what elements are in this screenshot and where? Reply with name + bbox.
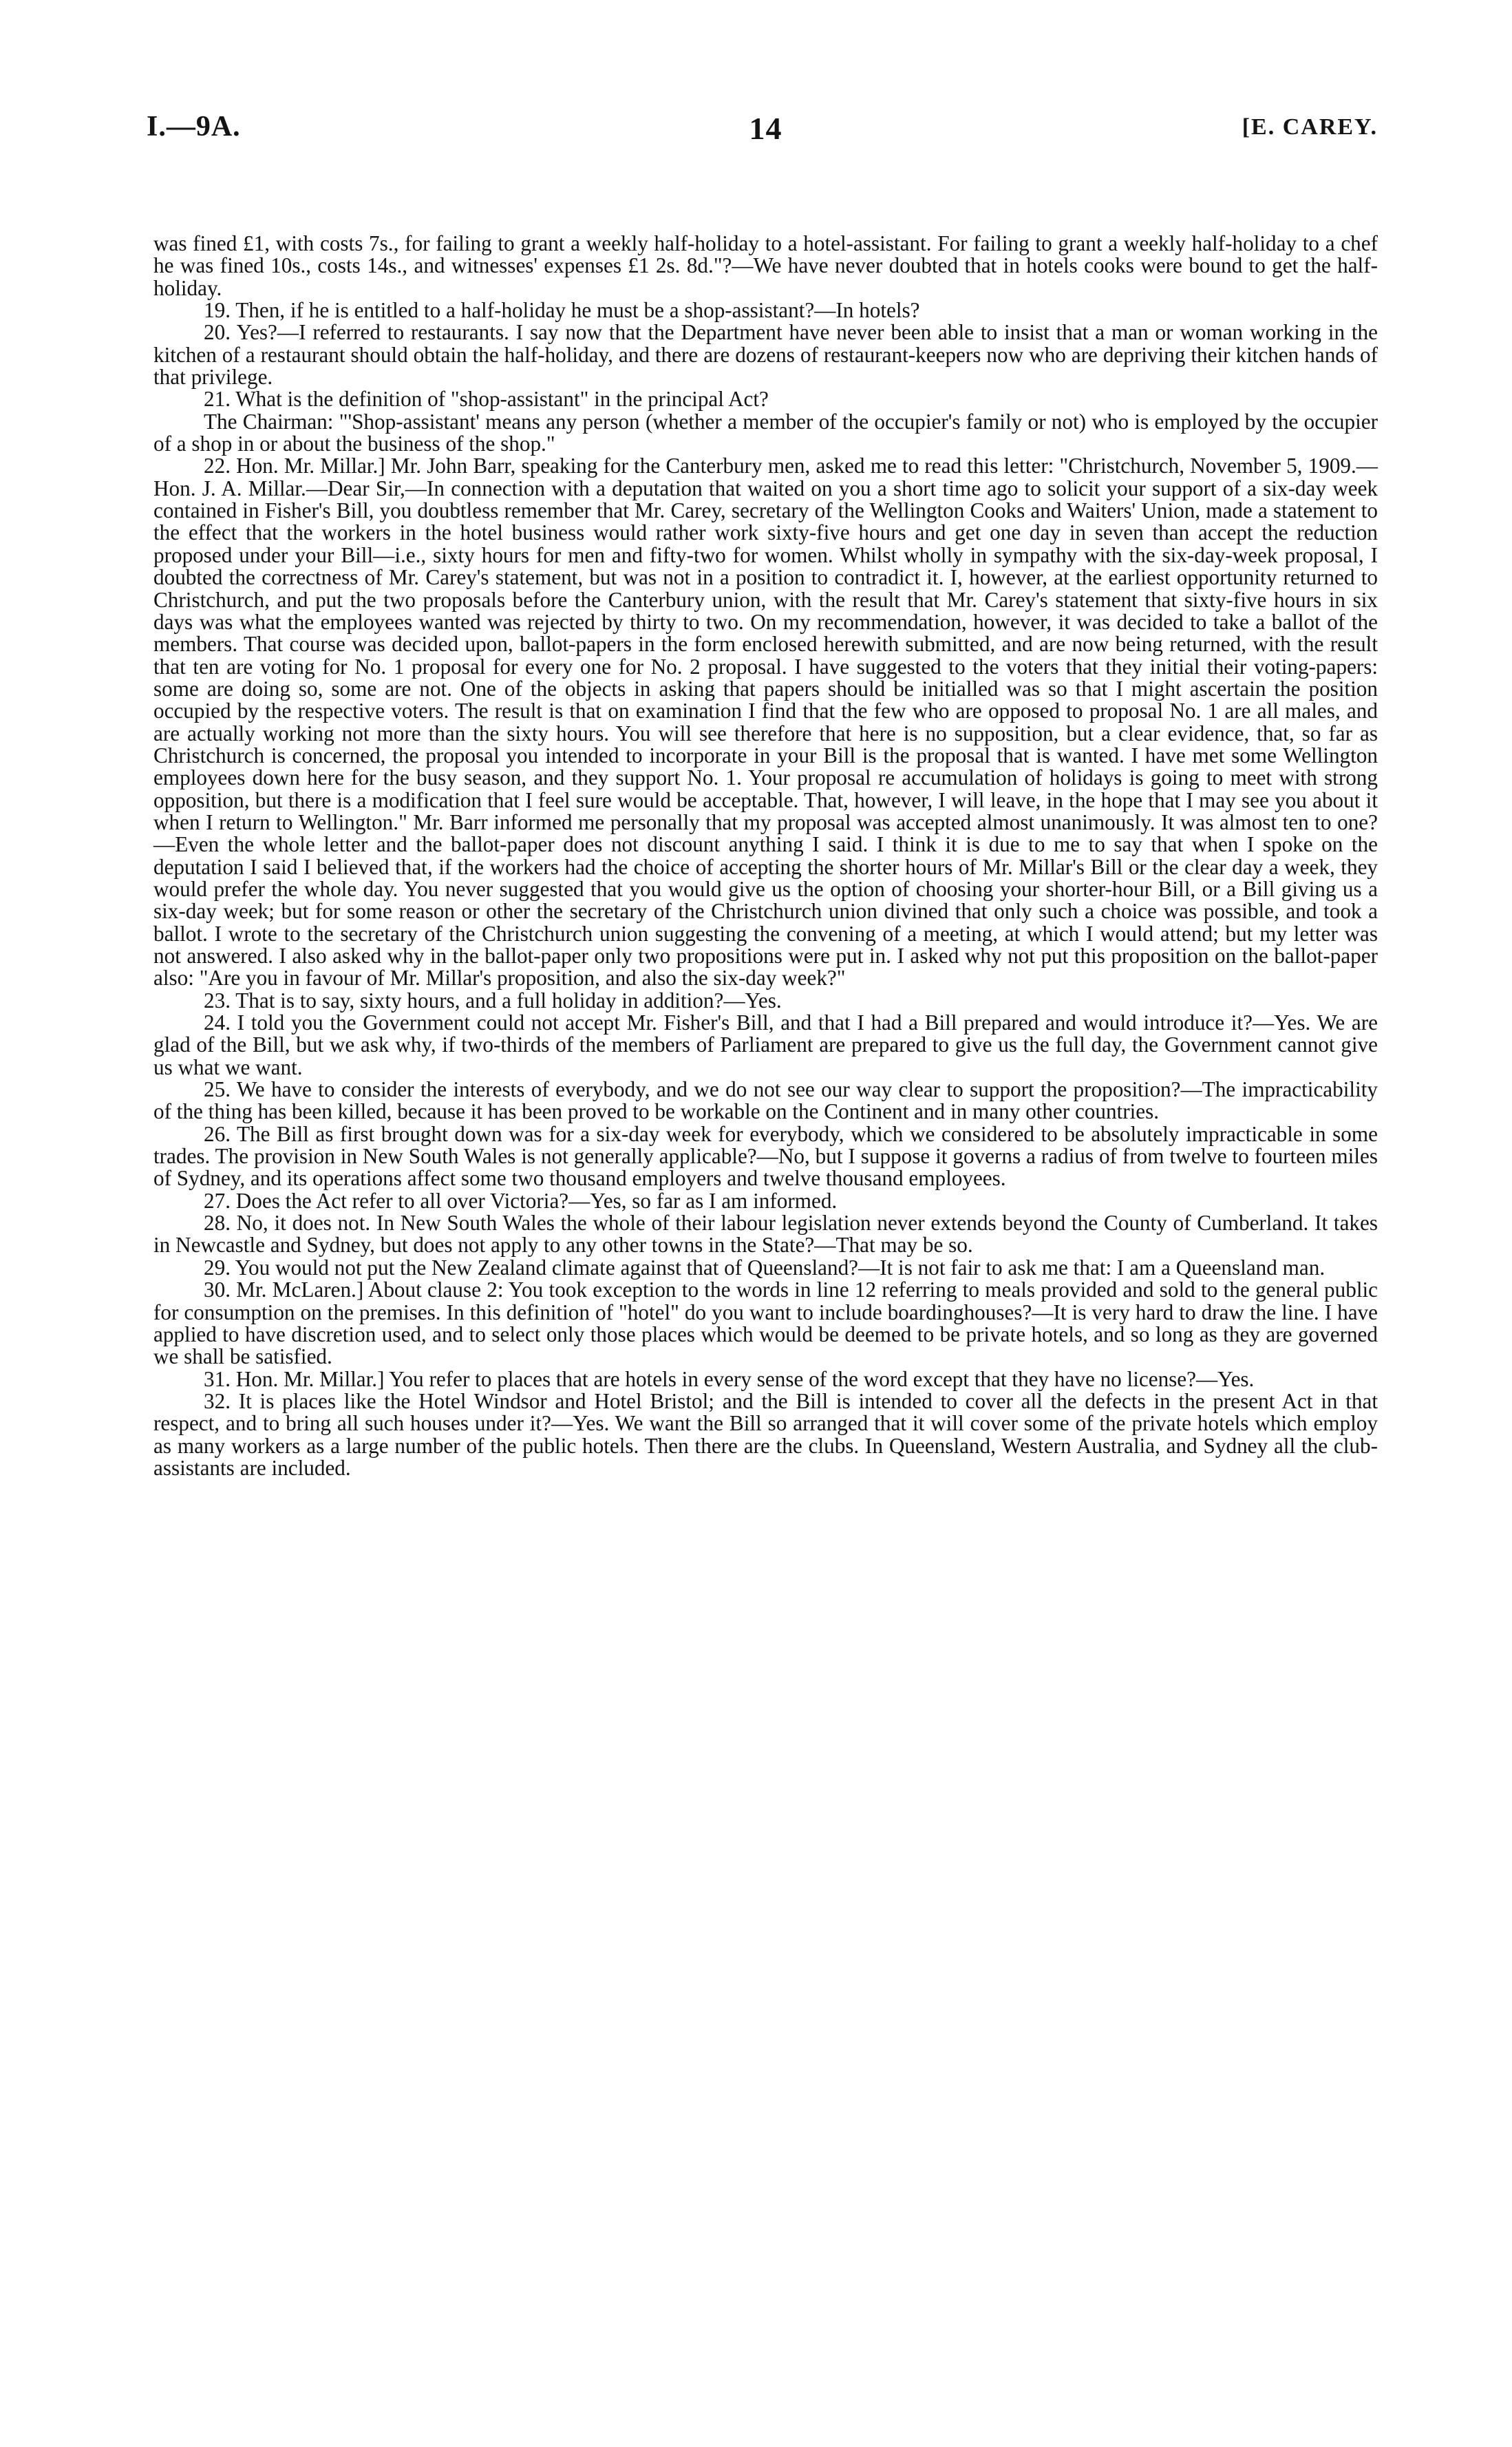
paragraph-chairman: The Chairman: "'Shop-assistant' means any person (whether a member of the occupier's family or not) who is employed by the occupier of a shop in or about the business of the shop." [153,409,1378,456]
paragraph-q23: 23. That is to say, sixty hours, and a full holiday in addition?—Yes. [204,988,782,1013]
paragraph-continuation: was fined £1, with costs 7s., for failing to grant a weekly half-holiday to a hotel-assistant. For failing to grant a weekly half-holiday to a chef he was fined 10s., costs 14s., and witnesses' expenses £1 2s. 8d."?—We have never doubted that in hotels cooks were bound to get the half-holiday. [153,231,1378,300]
paragraph-q30: 30. Mr. McLaren.] About clause 2: You took exception to the words in line 12 referring to meals provided and sold to the general public for consumption on the premises. In this definition of "hotel" do you want to include boardinghouses?—It is very hard to draw the line. I have applied to have discretion used, and to select only those places which would be deemed to be private hotels, and so long as they are governed we shall be satisfied. [153,1278,1378,1369]
paragraph-q26: 26. The Bill as first brought down was for a six-day week for everybody, which we considered to be absolutely impracticable in some trades. The provision in New South Wales is not generally applicable?—No, but I suppose it governs a radius of from twelve to fourteen miles of Sydney, and its operations affect some two thousand employers and twelve thousand employees. [153,1121,1378,1191]
paragraph-q24: 24. I told you the Government could not accept Mr. Fisher's Bill, and that I had a Bill prepared and would introduce it?—Yes. We are glad of the Bill, but we ask why, if two-thirds of the members of Parliament are prepared to give us the full day, the Government cannot give us what we want. [153,1010,1378,1079]
document-reference: I.—9A. [147,111,241,142]
paragraph-q31: 31. Hon. Mr. Millar.] You refer to places that are hotels in every sense of the word except that they have no license?—Yes. [204,1366,1255,1391]
page-number: 14 [749,111,782,146]
paragraph-q27: 27. Does the Act refer to all over Victoria?—Yes, so far as I am informed. [204,1188,838,1213]
page-header [147,110,1378,151]
paragraph-q29: 29. You would not put the New Zealand climate against that of Queensland?—It is not fair to ask me that: I am a Queensland man. [204,1255,1325,1280]
paragraph-q19: 19. Then, if he is entitled to a half-holiday he must be a shop-assistant?—In hotels? [204,298,920,323]
paragraph-q32: 32. It is places like the Hotel Windsor and Hotel Bristol; and the Bill is intended to cover all the defects in the present Act in that respect, and to bring all such houses under it?—Yes. We want the Bill so arranged that it will cover some of the private hotels which employ as many workers as a large number of the public hotels. Then there are the clubs. In Queensland, Western Australia, and Sydney all the club-assistants are included. [153,1388,1378,1480]
paragraph-q22: 22. Hon. Mr. Millar.] Mr. John Barr, speaking for the Canterbury men, asked me to read this letter: "Christchurch, November 5, 1909.—Hon. J. A. Millar.—Dear Sir,—In connection with a deputation that waited on you a short time ago to solicit your support of a six-day week contained in Fisher's Bill, you doubtless remember that Mr. Carey, secretary of the Wellington Cooks and Waiters' Union, made a statement to the effect that the workers in the hotel business would rather work sixty-five hours and get one day in seven than accept the reduction proposed under your Bill—i.e., sixty hours for men and fifty-two for women. Whilst wholly in sympathy with the six-day-week proposal, I doubted the correctness of Mr. Carey's statement, but was not in a position to contradict it. I, however, at the earliest opportunity returned to Christchurch, and put the two proposals before the Canterbury union, with the result that Mr. Carey's statement that sixty-five hours in six days was what the employees wanted was rejected by thirty to two. On my recommendation, however, it was decided to take a ballot of the members. That course was decided upon, ballot-papers in the form enclosed herewith submitted, and are now being returned, with the result that ten are voting for No. 1 proposal for every one for No. 2 proposal. I have suggested to the voters that they initial their voting-papers: some are doing so, some are not. One of the objects in asking that papers should be initialled was so that I might ascertain the position occupied by the respective voters. The result is that on examination I find that the few who are opposed to proposal No. 1 are all males, and are actually working not more than the sixty hours. You will see therefore that here is no supposition, but a clear evidence, that, so far as Christchurch is concerned, the proposal you intended to incorporate in your Bill is the proposal that is wanted. I have met some Wellington employees down here for the busy season, and they support No. 1. Your proposal re accumulation of holidays is going to meet with strong opposition, but there is a modification that I feel sure would be acceptable. That, however, I will leave, in the hope that I may see you about it when I return to Wellington." Mr. Barr informed me personally that my proposal was accepted almost unanimously. It was almost ten to one?—Even the whole letter and the ballot-paper does not discount anything I said. I think it is due to me to say that when I spoke on the deputation I said I believed that, if the workers had the choice of accepting the shorter hours of Mr. Millar's Bill or the clear day a week, they would prefer the whole day. You never suggested that you would give us the option of choosing your shorter-hour Bill, or a Bill giving us a six-day week; but for some reason or other the secretary of the Christchurch union divined that only such a choice was possible, and took a ballot. I wrote to the secretary of the Christchurch union suggesting the convening of a meeting, at which I would attend; but my letter was not answered. I also asked why in the ballot-paper only two propositions were put in. I asked why not put this proposition on the ballot-paper also: "Are you in favour of Mr. Millar's proposition, and also the six-day week?" [153,454,1378,991]
witness-name: [E. CAREY. [1242,114,1378,140]
paragraph-q21: 21. What is the definition of "shop-assistant" in the principal Act? [204,387,769,412]
paragraph-q25: 25. We have to consider the interests of everybody, and we do not see our way clear to support the proposition?—The impracticability of the thing has been killed, because it has been proved to be workable on the Continent and in many other countries. [153,1077,1378,1124]
paragraph-q20: 20. Yes?—I referred to restaurants. I say now that the Department have never been able to insist that a man or woman working in the kitchen of a restaurant should obtain the half-holiday, and there are dozens of restaurant-keepers now who are depriving their kitchen hands of that privilege. [153,320,1378,390]
paragraph-q28: 28. No, it does not. In New South Wales the whole of their labour legislation never extends beyond the County of Cumberland. It takes in Newcastle and Sydney, but does not apply to any other towns in the State?—That may be so. [153,1211,1378,1258]
body-text [153,233,1378,1479]
